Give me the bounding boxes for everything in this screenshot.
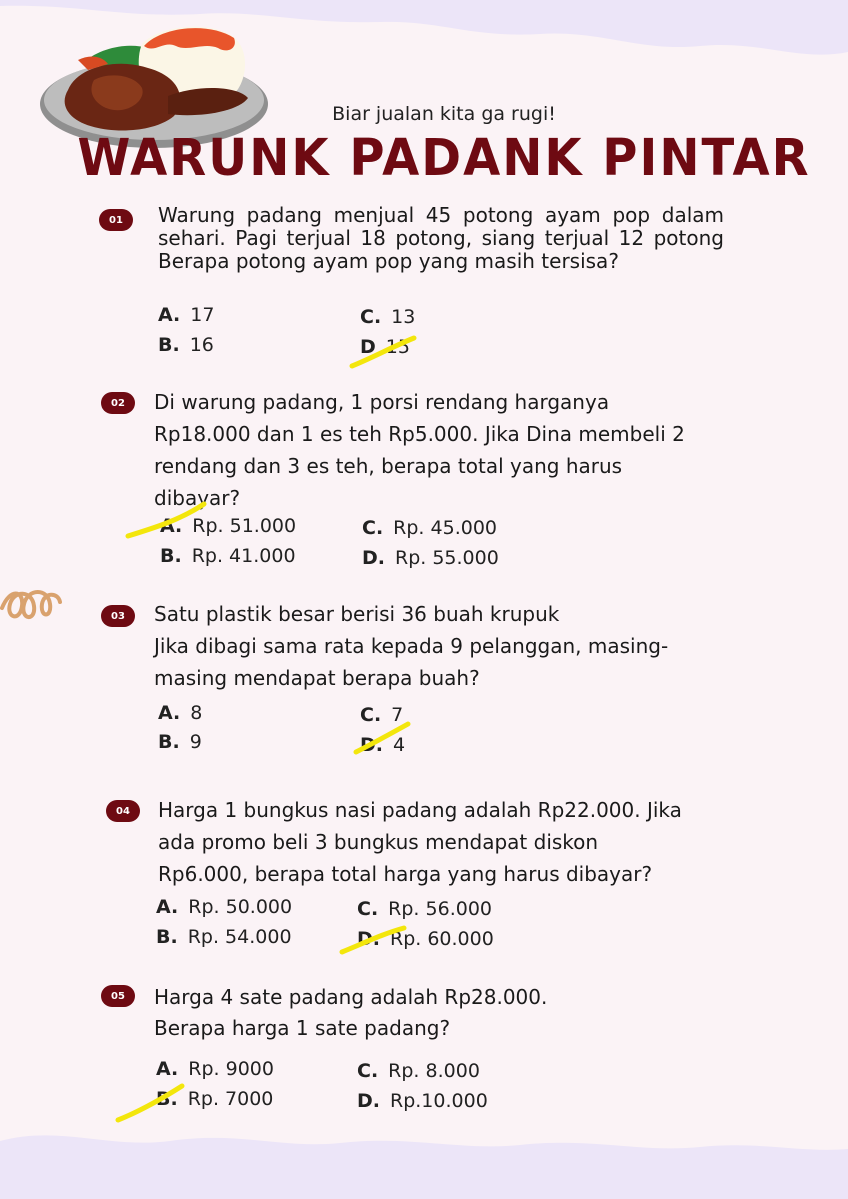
option-1c[interactable]: C. 13	[360, 306, 416, 328]
option-4a[interactable]: A. Rp. 50.000	[156, 896, 293, 918]
option-3c[interactable]: C. 7	[360, 704, 404, 726]
question-4-text: Harga 1 bungkus nasi padang adalah Rp22.000. Jika ada promo beli 3 bungkus mendapat diskon Rp6.000, berapa total harga yang harus dibayar?	[158, 798, 682, 886]
question-number-badge: 01	[99, 209, 133, 231]
question-1-text: Warung padang menjual 45 potong ayam pop dalam sehari. Pagi terjual 18 potong, siang terjual 12 potong Berapa potong ayam pop yang masih tersisa?	[158, 203, 724, 273]
option-4c[interactable]: C. Rp. 56.000	[357, 898, 492, 920]
question-2-text: Di warung padang, 1 porsi rendang harganya Rp18.000 dan 1 es teh Rp5.000. Jika Dina membeli 2 rendang dan 3 es teh, berapa total yang harus dibayar?	[154, 390, 685, 510]
option-2d[interactable]: D. Rp. 55.000	[362, 547, 499, 569]
option-3d[interactable]: D. 4	[360, 734, 406, 756]
option-2a[interactable]: A. Rp. 51.000	[160, 515, 297, 537]
option-1b[interactable]: B. 16	[158, 334, 214, 356]
option-4b[interactable]: B. Rp. 54.000	[156, 926, 292, 948]
bottom-wave-decoration	[0, 1119, 848, 1199]
page-title: WARUNK PADANK PINTAR	[77, 128, 811, 188]
option-4d[interactable]: D. Rp. 60.000	[357, 928, 494, 950]
subtitle: Biar jualan kita ga rugi!	[332, 103, 556, 125]
option-2b[interactable]: B. Rp. 41.000	[160, 545, 296, 567]
option-3a[interactable]: A. 8	[158, 702, 203, 724]
option-5a[interactable]: A. Rp. 9000	[156, 1058, 274, 1080]
swirl-decoration	[0, 578, 64, 642]
option-3b[interactable]: B. 9	[158, 731, 202, 753]
question-number-badge: 03	[101, 605, 135, 627]
option-5d[interactable]: D. Rp.10.000	[357, 1090, 488, 1112]
option-5c[interactable]: C. Rp. 8.000	[357, 1060, 480, 1082]
option-5b[interactable]: B. Rp. 7000	[156, 1088, 274, 1110]
option-1d[interactable]: D 15	[360, 336, 410, 358]
question-number-badge: 04	[106, 800, 140, 822]
option-1a[interactable]: A. 17	[158, 304, 215, 326]
question-3-text: Satu plastik besar berisi 36 buah krupuk Jika dibagi sama rata kepada 9 pelanggan, masing- masing mendapat berapa buah?	[154, 602, 669, 690]
option-2c[interactable]: C. Rp. 45.000	[362, 517, 497, 539]
question-5-text: Harga 4 sate padang adalah Rp28.000. Berapa harga 1 sate padang?	[154, 985, 548, 1040]
question-number-badge: 02	[101, 392, 135, 414]
question-number-badge: 05	[101, 985, 135, 1007]
